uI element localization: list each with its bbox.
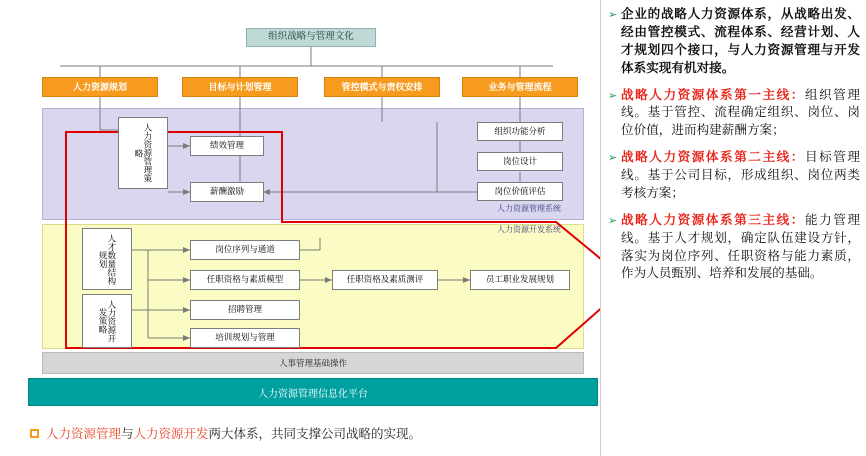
box-recruitment-management [190, 300, 300, 320]
hr-information-platform-banner [28, 378, 598, 406]
slide-caption [30, 424, 421, 442]
pillar-label: 管控模式与责权安排 [341, 81, 423, 92]
box-label: 培训规划与管理 [215, 332, 275, 343]
box-position-design [477, 152, 563, 171]
explanation-text-2 [621, 87, 860, 141]
caption-part1: 人力资源管理 [46, 427, 122, 441]
box-label: 岗位价值评估 [494, 185, 546, 196]
box-label: 绩效管理 [209, 140, 244, 151]
pillar-label: 人力资源规划 [72, 81, 127, 92]
explanation-body-2: 组织管理线。基于管控、流程确定组织、岗位、岗位价值，进而构建薪酬方案； [621, 87, 861, 138]
box-label: 岗位设计 [502, 155, 537, 166]
pillar-label: 业务与管理流程 [488, 81, 552, 92]
label-hr-management-system: 人力资源管理系统 [497, 204, 561, 213]
top-strategy-box [246, 28, 376, 47]
caption-part3: 两大体系，共同支撑公司战略的实现。 [208, 427, 422, 441]
arrow-bullet-icon: ➢ [608, 89, 618, 102]
explanation-body-4: 能力管理线。基于人才规划，确定队伍建设方针，落实为岗位序列、任职资格与能力素质，作为人员甄别、培养和发展的基础。 [621, 212, 861, 281]
box-label: 任职资格及素质测评 [346, 274, 424, 285]
box-label: 薪酬激励 [209, 186, 244, 197]
arrow-bullet-icon: ➢ [608, 214, 618, 227]
box-training-planning-management [190, 328, 300, 348]
explanation-block-2 [608, 87, 860, 141]
box-qualification-competency-assessment [332, 270, 438, 290]
pillar-label: 目标与计划管理 [208, 81, 272, 92]
explanation-block-3 [608, 149, 860, 203]
top-strategy-label: 组织战略与管理文化 [268, 31, 354, 43]
caption-sep: 与 [121, 427, 134, 441]
base-operations-label: 人事管理基础操作 [278, 358, 347, 368]
box-hr-management-strategy [118, 117, 168, 189]
pillar-business-management-process [462, 77, 578, 97]
box-label: 人力资源开发策略 [98, 299, 117, 343]
box-qualification-competency-model [190, 270, 300, 290]
label-hr-development-system: 人力资源开发系统 [497, 225, 561, 234]
box-employee-career-development-plan [470, 270, 570, 290]
explanation-text-4 [621, 212, 860, 284]
box-label: 组织功能分析 [494, 125, 546, 136]
explanation-lead-2: 战略人力资源体系第一主线： [621, 87, 805, 102]
box-talent-quantity-structure-plan [82, 228, 132, 290]
box-label: 人才数量结构规划 [98, 233, 117, 285]
explanation-block-1 [608, 6, 860, 78]
box-performance-management [190, 136, 264, 156]
pillar-goal-plan-management [182, 77, 298, 97]
box-compensation-incentive [190, 182, 264, 202]
box-label: 任职资格与素质模型 [206, 274, 284, 285]
arrow-bullet-icon: ➢ [608, 9, 618, 21]
box-label: 员工职业发展规划 [485, 274, 554, 285]
box-hr-development-strategy [82, 294, 132, 348]
explanation-block-4 [608, 212, 860, 284]
explanation-lead-3: 战略人力资源体系第二主线： [621, 150, 805, 165]
box-position-value-evaluation [477, 182, 563, 201]
platform-banner-label: 人力资源管理信息化平台 [258, 388, 368, 400]
pillar-hr-planning [42, 77, 158, 97]
box-label: 人力资源管理策略 [134, 123, 153, 183]
base-operations-strip [42, 352, 584, 374]
explanation-lead-4: 战略人力资源体系第三主线： [621, 212, 805, 227]
explanation-body-3: 目标管理线。基于公司目标，形成组织、岗位两类考核方案； [621, 150, 861, 200]
explanation-panel [608, 0, 866, 456]
pillar-control-mode-authority [324, 77, 440, 97]
box-organization-function-analysis [477, 122, 563, 141]
caption-part2: 人力资源开发 [133, 427, 209, 441]
box-label: 岗位序列与通道 [215, 244, 275, 255]
box-label: 招聘管理 [227, 304, 262, 315]
arrow-bullet-icon: ➢ [608, 152, 618, 165]
caption-bullet-icon [30, 429, 39, 438]
box-position-sequence-channel [190, 240, 300, 260]
explanation-text-1: 企业的战略人力资源体系，从战略出发、经由管控模式、流程体系、经营计划、人才规划四个接口，与人力资源管理与开发体系实现有机对接。 [621, 7, 860, 75]
explanation-text-3 [621, 149, 860, 203]
panel-divider [600, 0, 601, 456]
